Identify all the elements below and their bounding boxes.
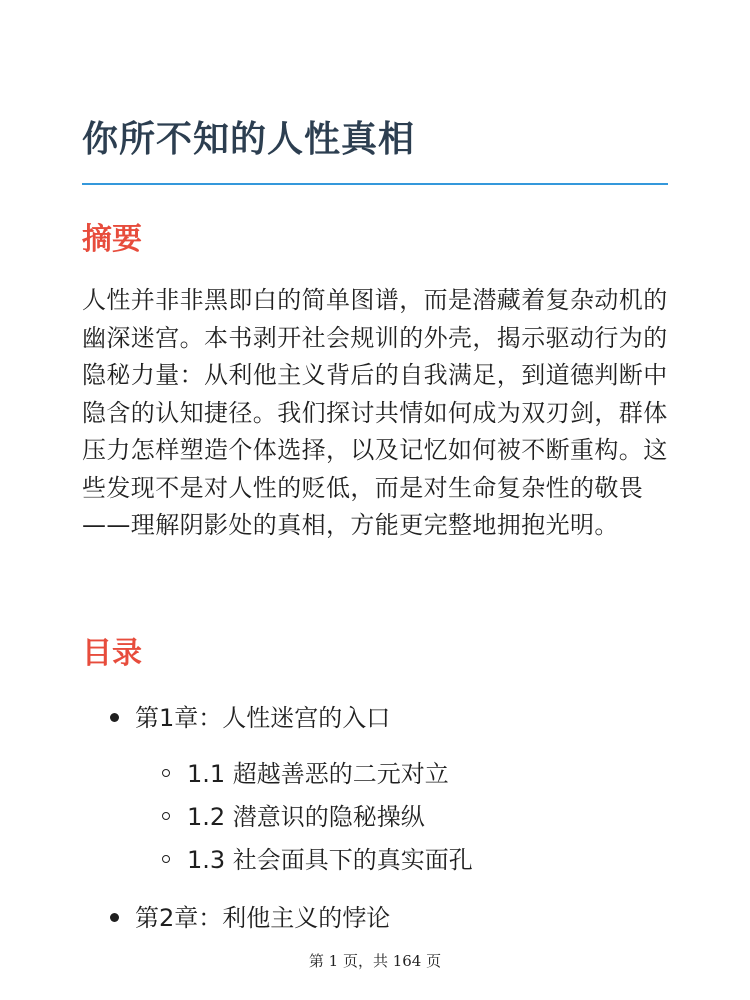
abstract-paragraph: 人性并非非黑即白的简单图谱，而是潜藏着复杂动机的幽深迷宫。本书剥开社会规训的外壳，揭示驱动行为的隐秘力量：从利他主义背后的自我满足，到道德判断中隐含的认知捷径。我们探讨共情如何成为双刃剑，群体压力怎样塑造个体选择，以及记忆如何被不断重构。这些发现不是对人性的贬低，而是对生命复杂性的敬畏——理解阴影处的真相，方能更完整地拥抱光明。 xyxy=(82,286,668,539)
toc-section-1-2 xyxy=(162,799,425,835)
toc-section-1-3 xyxy=(162,842,473,878)
toc-section-label: 1.1 超越善恶的二元对立 xyxy=(187,760,449,788)
toc-heading: 目录 xyxy=(82,636,142,671)
hollow-bullet-icon xyxy=(162,855,170,863)
filled-bullet-icon xyxy=(110,713,119,722)
toc-section-label: 1.3 社会面具下的真实面孔 xyxy=(187,846,473,874)
toc-chapter-1 xyxy=(110,700,390,736)
toc-section-label: 1.2 潜意识的隐秘操纵 xyxy=(187,803,425,831)
toc-chapter-label: 第1章：人性迷宫的入口 xyxy=(135,704,391,732)
filled-bullet-icon xyxy=(110,913,119,922)
hollow-bullet-icon xyxy=(162,769,170,777)
title-divider xyxy=(82,183,668,185)
toc-chapter-2 xyxy=(110,900,390,936)
toc-chapter-label: 第2章：利他主义的悖论 xyxy=(135,904,391,932)
page-number-footer: 第 1 页，共 164 页 xyxy=(308,952,442,970)
document-title: 你所不知的人性真相 xyxy=(82,119,416,160)
summary-heading: 摘要 xyxy=(82,222,142,257)
toc-section-1-1 xyxy=(162,756,449,792)
hollow-bullet-icon xyxy=(162,812,170,820)
